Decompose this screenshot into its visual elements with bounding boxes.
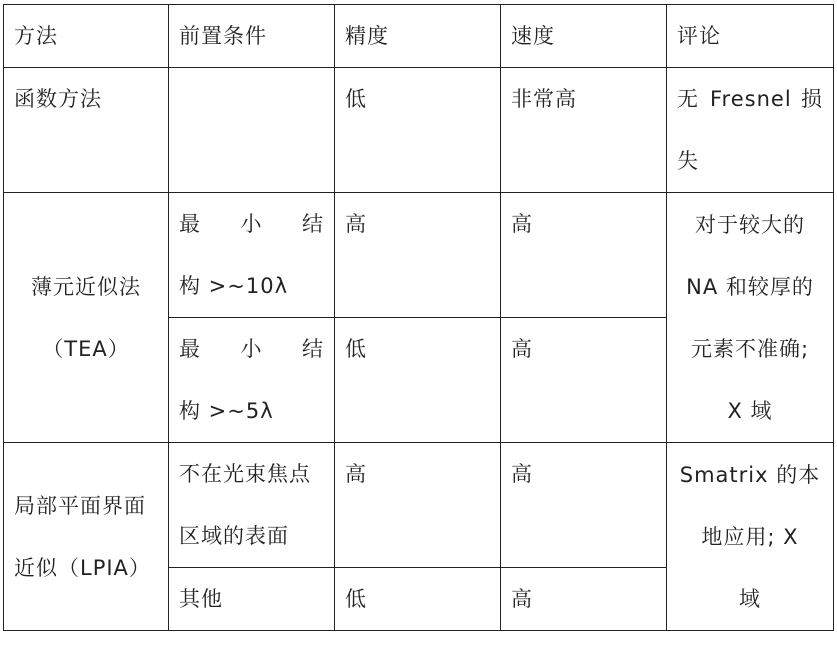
- comment-line: 域: [739, 586, 761, 611]
- cell-condition: [169, 443, 335, 568]
- cell-condition: [169, 68, 335, 193]
- cell-speed: 高: [501, 568, 667, 631]
- cell-accuracy: 高: [335, 443, 501, 568]
- condition-line: 区域的表面: [179, 524, 289, 548]
- cell-comment-tea: [667, 193, 834, 443]
- comment-line: Smatrix 的本: [679, 462, 821, 487]
- header-comment: 评论: [667, 5, 834, 68]
- cell-speed: 高: [501, 318, 667, 443]
- cell-speed: 高: [501, 193, 667, 318]
- cell-speed: 非常高: [501, 68, 667, 193]
- cell-accuracy: 低: [335, 68, 501, 193]
- comment-line: NA 和较厚的: [686, 274, 814, 299]
- cell-method-lpia: [4, 443, 169, 631]
- condition-line: 最 小 结: [179, 337, 324, 361]
- cell-condition: 其他: [169, 568, 335, 631]
- cell-speed: 高: [501, 443, 667, 568]
- header-speed: 速度: [501, 5, 667, 68]
- condition-line: 最 小 结: [179, 212, 324, 236]
- comment-line: 元素不准确;: [690, 336, 810, 361]
- condition-line: 不在光束焦点: [179, 462, 311, 486]
- condition-line: 构 >~10λ: [179, 274, 289, 298]
- table-row: [4, 193, 834, 318]
- table-row: [4, 443, 834, 568]
- cell-condition: [169, 318, 335, 443]
- comment-line: 对于较大的: [695, 212, 805, 237]
- comment-line: 地应用; X: [701, 524, 799, 549]
- cell-method: 函数方法: [4, 68, 169, 193]
- method-line: 薄元近似法: [31, 274, 141, 299]
- header-accuracy: 精度: [335, 5, 501, 68]
- cell-method-tea: [4, 193, 169, 443]
- header-row: [4, 5, 834, 68]
- header-method: 方法: [4, 5, 169, 68]
- method-line: 局部平面界面: [14, 493, 146, 518]
- method-line: 近似（LPIA）: [14, 555, 151, 580]
- comment-line: X 域: [727, 398, 773, 423]
- comment-line: 失: [677, 149, 699, 173]
- cell-accuracy: 低: [335, 568, 501, 631]
- cell-accuracy: 高: [335, 193, 501, 318]
- cell-condition: [169, 193, 335, 318]
- comment-line: 无 Fresnel 损: [677, 87, 823, 111]
- table-row: [4, 68, 834, 193]
- header-condition: 前置条件: [169, 5, 335, 68]
- cell-comment-lpia: [667, 443, 834, 631]
- methods-table: [3, 4, 834, 631]
- cell-comment: [667, 68, 834, 193]
- method-line: （TEA）: [42, 336, 130, 361]
- cell-accuracy: 低: [335, 318, 501, 443]
- condition-line: 构 >~5λ: [179, 399, 274, 423]
